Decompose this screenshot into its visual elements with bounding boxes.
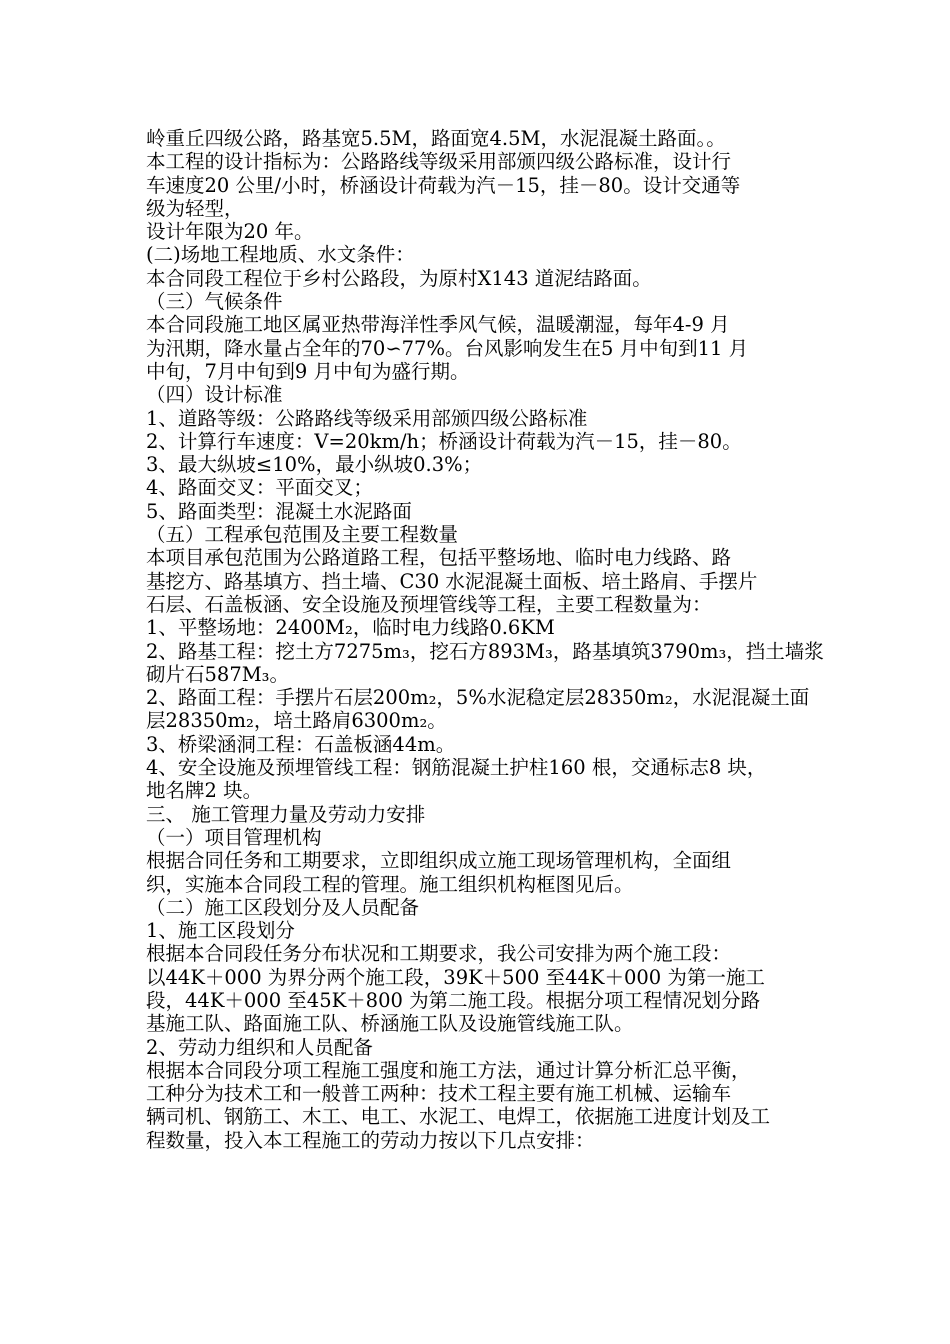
text-line: 以44K＋000 为界分两个施工段，39K＋500 至44K＋000 为第一施工 bbox=[146, 965, 765, 989]
text-line: 织，实施本合同段工程的管理。施工组织机构框图见后。 bbox=[146, 872, 634, 896]
chapter-heading: 三、 施工管理力量及劳动力安排 bbox=[146, 802, 426, 826]
list-item: 2、路基工程：挖土方7275m₃，挖石方893M₃，路基填筑3790m₃，挡土墙浆 bbox=[146, 639, 824, 663]
text-line: 砌片石587M₃。 bbox=[146, 662, 290, 686]
text-line: 为汛期，降水量占全年的70∽77%。台风影响发生在5 月中旬到11 月 bbox=[146, 336, 749, 360]
list-item: 1、道路等级：公路路线等级采用部颁四级公路标准 bbox=[146, 406, 588, 430]
list-item: 2、计算行车速度：V=20km/h；桥涵设计荷载为汽－15，挂－80。 bbox=[146, 429, 742, 453]
text-line: 根据合同任务和工期要求，立即组织成立施工现场管理机构，全面组 bbox=[146, 849, 732, 873]
text-line: 程数量，投入本工程施工的劳动力按以下几点安排： bbox=[146, 1128, 595, 1152]
text-line: 基施工队、路面施工队、桥涵施工队及设施管线施工队。 bbox=[146, 1012, 634, 1036]
list-item: 2、路面工程：手摆片石层200m₂，5%水泥稳定层28350m₂，水泥混凝土面 bbox=[146, 686, 810, 710]
list-item: 3、最大纵坡≤10%，最小纵坡0.3%； bbox=[146, 453, 483, 477]
section-heading: （二）施工区段划分及人员配备 bbox=[146, 895, 420, 919]
text-line: 本合同段施工地区属亚热带海洋性季风气候，温暖潮湿，每年4-9 月 bbox=[146, 313, 730, 337]
list-item: 3、桥梁涵洞工程：石盖板涵44m。 bbox=[146, 732, 456, 756]
section-heading: (二)场地工程地质、水文条件： bbox=[146, 243, 415, 267]
text-line: 石层、石盖板涵、安全设施及预埋管线等工程，主要工程数量为： bbox=[146, 592, 712, 616]
text-line: 本工程的设计指标为：公路路线等级采用部颁四级公路标准，设计行 bbox=[146, 150, 732, 174]
section-heading: （五）工程承包范围及主要工程数量 bbox=[146, 523, 459, 547]
text-line: 工种分为技术工和一般普工两种：技术工程主要有施工机械、运输车 bbox=[146, 1082, 732, 1106]
text-line: 段，44K＋000 至45K＋800 为第二施工段。根据分项工程情况划分路 bbox=[146, 988, 761, 1012]
text-line: 级为轻型， bbox=[146, 196, 244, 220]
section-heading: （四）设计标准 bbox=[146, 383, 283, 407]
text-line: 中旬，7月中旬到9 月中旬为盛行期。 bbox=[146, 359, 470, 383]
list-item: 1、平整场地：2400M₂，临时电力线路0.6KM bbox=[146, 616, 555, 640]
text-line: 基挖方、路基填方、挡土墙、C30 水泥混凝土面板、培土路肩、手摆片 bbox=[146, 569, 758, 593]
section-heading: （三）气候条件 bbox=[146, 290, 283, 314]
list-item: 5、路面类型：混凝土水泥路面 bbox=[146, 499, 412, 523]
subsection-heading: 1、施工区段划分 bbox=[146, 919, 295, 943]
text-line: 本项目承包范围为公路道路工程，包括平整场地、临时电力线路、路 bbox=[146, 546, 732, 570]
section-heading: （一）项目管理机构 bbox=[146, 825, 322, 849]
subsection-heading: 2、劳动力组织和人员配备 bbox=[146, 1035, 373, 1059]
text-line: 地名牌2 块。 bbox=[146, 779, 263, 803]
text-line: 辆司机、钢筋工、木工、电工、水泥工、电焊工，依据施工进度计划及工 bbox=[146, 1105, 771, 1129]
list-item: 4、路面交叉：平面交叉； bbox=[146, 476, 373, 500]
text-line: 岭重丘四级公路，路基宽5.5M，路面宽4.5M，水泥混凝土路面。。 bbox=[146, 127, 726, 150]
text-line: 设计年限为20 年。 bbox=[146, 220, 314, 244]
text-line: 车速度20 公里/小时，桥涵设计荷载为汽－15，挂－80。设计交通等 bbox=[146, 173, 741, 197]
text-line: 本合同段工程位于乡村公路段，为原村X143 道泥结路面。 bbox=[146, 266, 652, 290]
list-item: 4、安全设施及预埋管线工程：钢筋混凝土护柱160 根，交通标志8 块， bbox=[146, 756, 767, 780]
text-line: 根据本合同段任务分布状况和工期要求，我公司安排为两个施工段： bbox=[146, 942, 732, 966]
text-line: 层28350m₂，培土路肩6300m₂。 bbox=[146, 709, 447, 733]
document-body bbox=[146, 127, 824, 1152]
text-line: 根据本合同段分项工程施工强度和施工方法，通过计算分析汇总平衡， bbox=[146, 1058, 751, 1082]
